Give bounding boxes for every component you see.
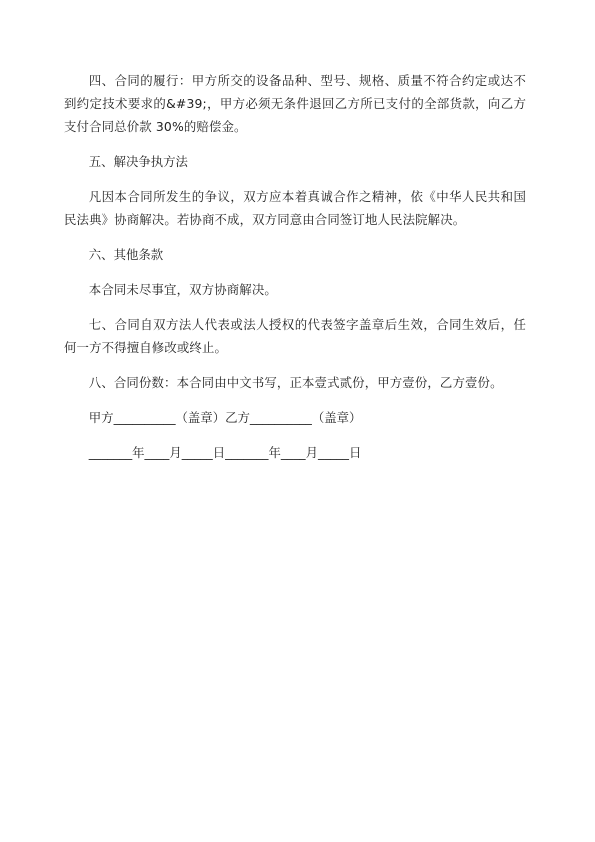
- section-8-copies: 八、合同份数：本合同由中文书写，正本壹式贰份，甲方壹份，乙方壹份。: [88, 375, 503, 390]
- section-4-performance: 四、合同的履行：甲方所交的设备品种、型号、规格、质量不符合约定或达不到约定技术要求的&#39;，甲方必须无条件退回乙方所已支付的全部货款，向乙方支付合同总价款 30%的赔偿金。: [64, 73, 526, 134]
- document-body: [64, 69, 526, 476]
- section-7-effectiveness: 七、合同自双方法人代表或法人授权的代表签字盖章后生效，合同生效后，任何一方不得擅自修改或终止。: [64, 317, 526, 355]
- section-6-heading: 六、其他条款: [88, 247, 164, 262]
- section-5-body: 凡因本合同所发生的争议，双方应本着真诚合作之精神，依《中华人民共和国民法典》协商解决。若协商不成，双方同意由合同签订地人民法院解决。: [64, 189, 526, 227]
- signature-line: 甲方__________（盖章）乙方__________（盖章）: [88, 410, 362, 425]
- section-5-heading: 五、解决争执方法: [88, 154, 188, 169]
- date-line: _______年____月_____日_______年____月_____日: [88, 445, 362, 460]
- section-6-body: 本合同未尽事宜，双方协商解决。: [88, 282, 277, 297]
